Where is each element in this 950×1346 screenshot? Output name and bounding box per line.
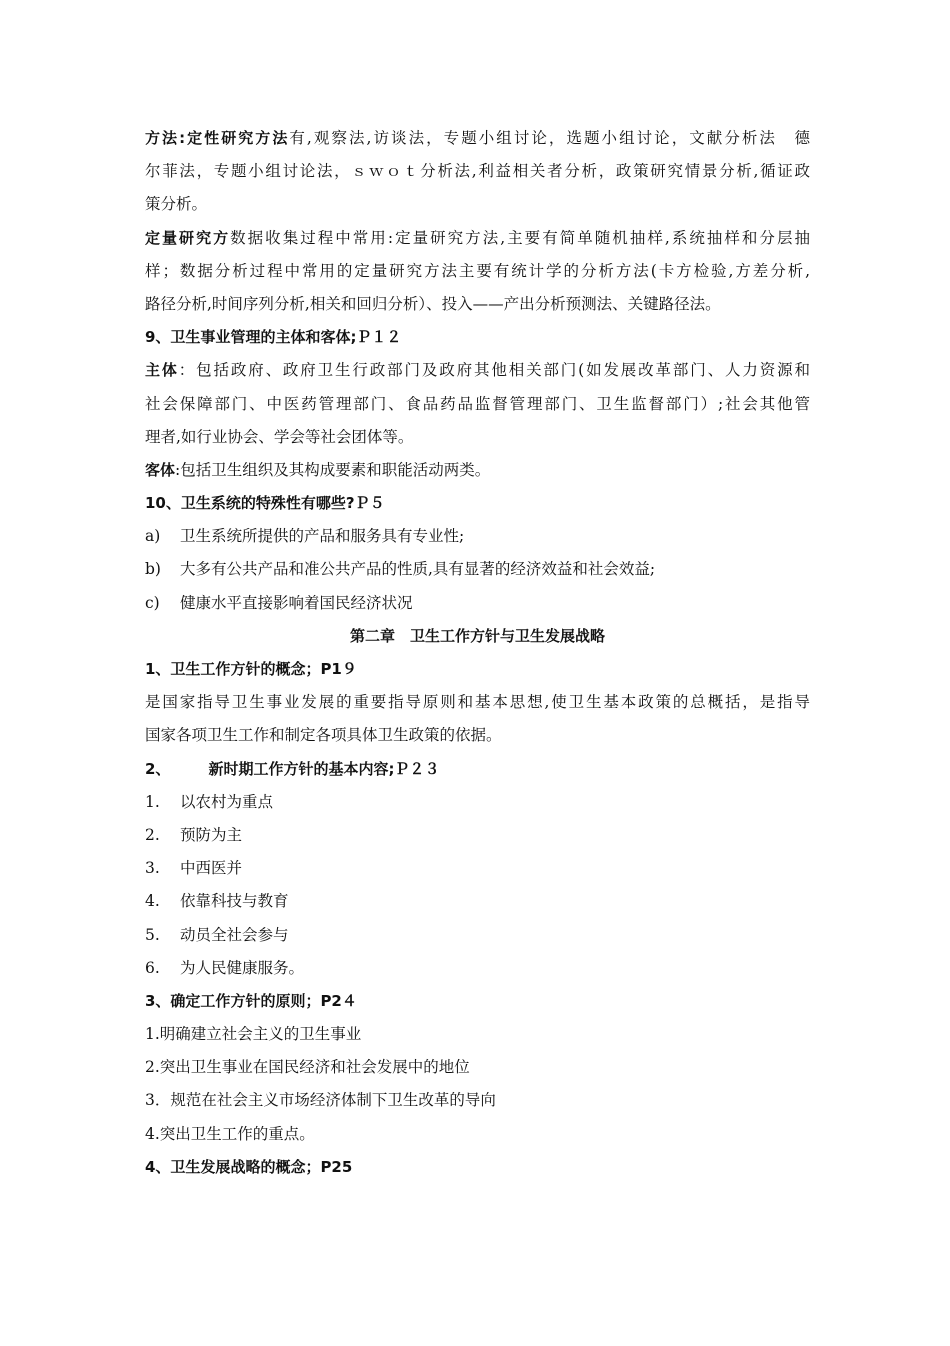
list-text: 中西医并	[180, 859, 243, 878]
list-marker: 1.	[145, 792, 160, 811]
list-item: 1.明确建立社会主义的卫生事业	[145, 1025, 362, 1044]
object-text: :包括卫生组织及其构成要素和职能活动两类。	[175, 460, 491, 479]
list-item	[145, 587, 810, 620]
quant-methods-line-2: 样；数据分析过程中常用的定量研究方法主要有统计学的分析方法(卡方检验,方差分析,	[145, 261, 810, 280]
quant-methods-line-1	[145, 222, 810, 255]
list-item	[145, 885, 810, 918]
list-item	[145, 919, 810, 952]
s1-line-2: 国家各项卫生工作和制定各项具体卫生政策的依据。	[145, 726, 502, 745]
list-text: 以农村为重点	[180, 792, 274, 811]
qual-methods-title: 定性研究方法	[185, 129, 290, 147]
document-body	[145, 122, 810, 1184]
list-marker: b)	[145, 560, 161, 579]
methods-label: 方法:	[145, 129, 186, 147]
list-item	[145, 952, 810, 985]
list-text: 大多有公共产品和准公共产品的性质,具有显著的经济效益和社会效益;	[180, 560, 656, 579]
list-marker: c)	[145, 593, 160, 612]
list-text: 为人民健康服务。	[180, 958, 305, 977]
s1-heading: 1、卫生工作方针的概念；P1９	[145, 660, 357, 678]
s2-heading: 新时期工作方针的基本内容;Ｐ２３	[208, 759, 440, 778]
subject-text: ：包括政府、政府卫生行政部门及政府其他相关部门(如发展改革部门、人力资源和	[178, 361, 810, 380]
s2-heading-line	[145, 753, 810, 786]
list-text: 依靠科技与教育	[180, 892, 289, 911]
list-item: 2.突出卫生事业在国民经济和社会发展中的地位	[145, 1058, 470, 1077]
list-item	[145, 819, 810, 852]
s1-line-1: 是国家指导卫生事业发展的重要指导原则和基本思想,使卫生基本政策的总概括，是指导	[145, 693, 810, 712]
q9-subject-line-3: 理者,如行业协会、学会等社会团体等。	[145, 427, 414, 446]
list-marker: 5.	[145, 925, 160, 944]
list-text: 动员全社会参与	[180, 925, 289, 944]
quant-methods-title: 定量研究方	[145, 228, 231, 247]
list-marker: 3.	[145, 859, 160, 878]
quant-methods-line-3: 路径分析,时间序列分析,相关和回归分析）、投入——产出分析预测法、关键路径法。	[145, 294, 721, 313]
q9-subject-line-2: 社会保障部门、中医药管理部门、食品药品监督管理部门、卫生监督部门）;社会其他管	[145, 394, 810, 413]
s2-number: 2、	[145, 759, 171, 778]
q9-heading: 9、卫生事业管理的主体和客体;Ｐ１２	[145, 328, 402, 347]
list-item: 4.突出卫生工作的重点。	[145, 1124, 315, 1143]
s3-heading: 3、确定工作方针的原则；P2４	[145, 991, 357, 1010]
object-label: 客体	[145, 460, 176, 479]
list-text: 卫生系统所提供的产品和服务具有专业性;	[180, 527, 465, 546]
list-text: 预防为主	[180, 825, 243, 844]
list-marker: 6.	[145, 958, 160, 977]
qual-methods-line-2: 尔菲法，专题小组讨论法，ｓｗｏｔ分析法,利益相关者分析，政策研究情景分析,循证政	[145, 162, 810, 181]
chapter-title: 第二章 卫生工作方针与卫生发展战略	[349, 626, 605, 645]
qual-methods-line-3: 策分析。	[145, 195, 208, 214]
list-item: 3．规范在社会主义市场经济体制下卫生改革的导向	[145, 1091, 496, 1110]
list-item	[145, 852, 810, 885]
q9-subject-line-1	[145, 354, 810, 387]
list-text: 健康水平直接影响着国民经济状况	[180, 593, 413, 612]
subject-label: 主体	[145, 361, 179, 380]
q9-object-line	[145, 454, 810, 487]
q10-heading: 10、卫生系统的特殊性有哪些?Ｐ５	[145, 494, 385, 513]
list-item	[145, 520, 810, 553]
s4-heading: 4、卫生发展战略的概念；P25	[145, 1157, 353, 1176]
list-item	[145, 786, 810, 819]
list-item	[145, 553, 810, 586]
list-marker: 2.	[145, 825, 160, 844]
qual-methods-text: 有,观察法,访谈法，专题小组讨论，选题小组讨论，文献分析法 德	[289, 129, 810, 147]
list-marker: a)	[145, 527, 161, 546]
quant-methods-text: 数据收集过程中常用:定量研究方法,主要有简单随机抽样,系统抽样和分层抽	[230, 228, 810, 247]
qual-methods-line-1	[145, 122, 810, 155]
list-marker: 4.	[145, 892, 160, 911]
